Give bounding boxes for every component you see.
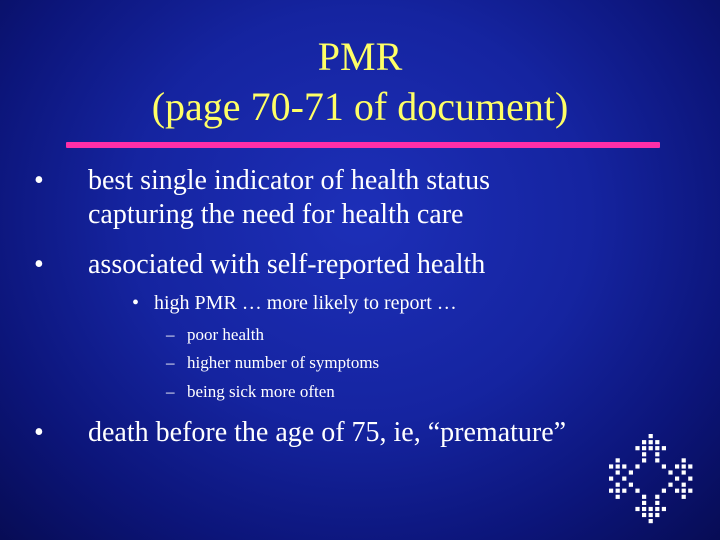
- logo-dot: [668, 483, 672, 487]
- title-line-2: (page 70-71 of document): [151, 84, 569, 129]
- logo-dot: [675, 464, 679, 468]
- logo-dot: [635, 446, 639, 450]
- logo-dot: [682, 470, 686, 474]
- logo-dot: [682, 483, 686, 487]
- logo-dot: [616, 464, 620, 468]
- sub-bullet-text: high PMR … more likely to report …: [154, 292, 457, 314]
- sub-sub-bullet-text: being sick more often: [187, 382, 335, 401]
- logo-dot: [668, 470, 672, 474]
- logo-dot: [688, 489, 692, 493]
- logo-dot: [682, 495, 686, 499]
- title-line-1: PMR: [317, 34, 403, 79]
- logo-dot: [655, 458, 659, 462]
- logo-dot: [609, 477, 613, 481]
- bullet-text: death before the age of 75, ie, “premature”: [88, 417, 567, 448]
- bullet-text: capturing the need for health care: [88, 199, 464, 230]
- dash-mark: –: [166, 325, 175, 344]
- logo-dot: [609, 464, 613, 468]
- logo-dot: [642, 501, 646, 505]
- logo-dot: [662, 446, 666, 450]
- bullet-text: associated with self-reported health: [88, 249, 486, 280]
- logo-dot: [642, 446, 646, 450]
- logo-dot: [655, 501, 659, 505]
- logo-dot: [635, 489, 639, 493]
- logo-dot: [635, 507, 639, 511]
- bullet-mark: •: [132, 292, 140, 314]
- bullet-mark: •: [34, 417, 44, 448]
- logo-dot: [662, 464, 666, 468]
- bullet-mark: •: [34, 249, 44, 280]
- logo-dot: [662, 507, 666, 511]
- bullet-mark: •: [34, 165, 44, 196]
- logo-dot: [629, 483, 633, 487]
- logo-dot: [616, 489, 620, 493]
- logo-dot: [616, 470, 620, 474]
- logo-dot: [649, 513, 653, 517]
- logo-dot: [616, 483, 620, 487]
- logo-dot: [649, 446, 653, 450]
- logo-dot: [655, 440, 659, 444]
- logo-dot: [655, 507, 659, 511]
- logo-dot: [635, 464, 639, 468]
- logo-dot: [682, 489, 686, 493]
- logo-dot: [629, 470, 633, 474]
- logo-dot: [655, 452, 659, 456]
- logo-dot: [622, 489, 626, 493]
- logo-dot: [682, 458, 686, 462]
- logo-dot: [616, 495, 620, 499]
- logo-dot: [655, 495, 659, 499]
- logo-dot: [642, 507, 646, 511]
- logo-dot: [642, 458, 646, 462]
- logo-dot: [642, 513, 646, 517]
- logo-dot: [649, 440, 653, 444]
- logo-dot: [688, 477, 692, 481]
- logo-dot: [655, 446, 659, 450]
- logo-dot: [622, 477, 626, 481]
- logo-dot: [642, 440, 646, 444]
- logo-dot: [649, 519, 653, 523]
- dash-mark: –: [166, 382, 175, 401]
- sub-sub-bullet-text: higher number of symptoms: [187, 353, 380, 372]
- sub-sub-bullet-text: poor health: [187, 325, 264, 344]
- dotted-cross-logo-icon: [606, 432, 696, 524]
- logo-dot: [655, 513, 659, 517]
- logo-dot: [649, 507, 653, 511]
- bullet-text: best single indicator of health status: [88, 165, 491, 196]
- logo-dot: [642, 495, 646, 499]
- logo-dot: [609, 489, 613, 493]
- logo-dot: [688, 464, 692, 468]
- logo-dot: [649, 434, 653, 438]
- logo-dot: [642, 452, 646, 456]
- logo-dot: [682, 464, 686, 468]
- logo-dot: [616, 458, 620, 462]
- logo-dot: [622, 464, 626, 468]
- logo-dot: [662, 489, 666, 493]
- dash-mark: –: [166, 353, 175, 372]
- logo-dot: [675, 477, 679, 481]
- logo-dot: [675, 489, 679, 493]
